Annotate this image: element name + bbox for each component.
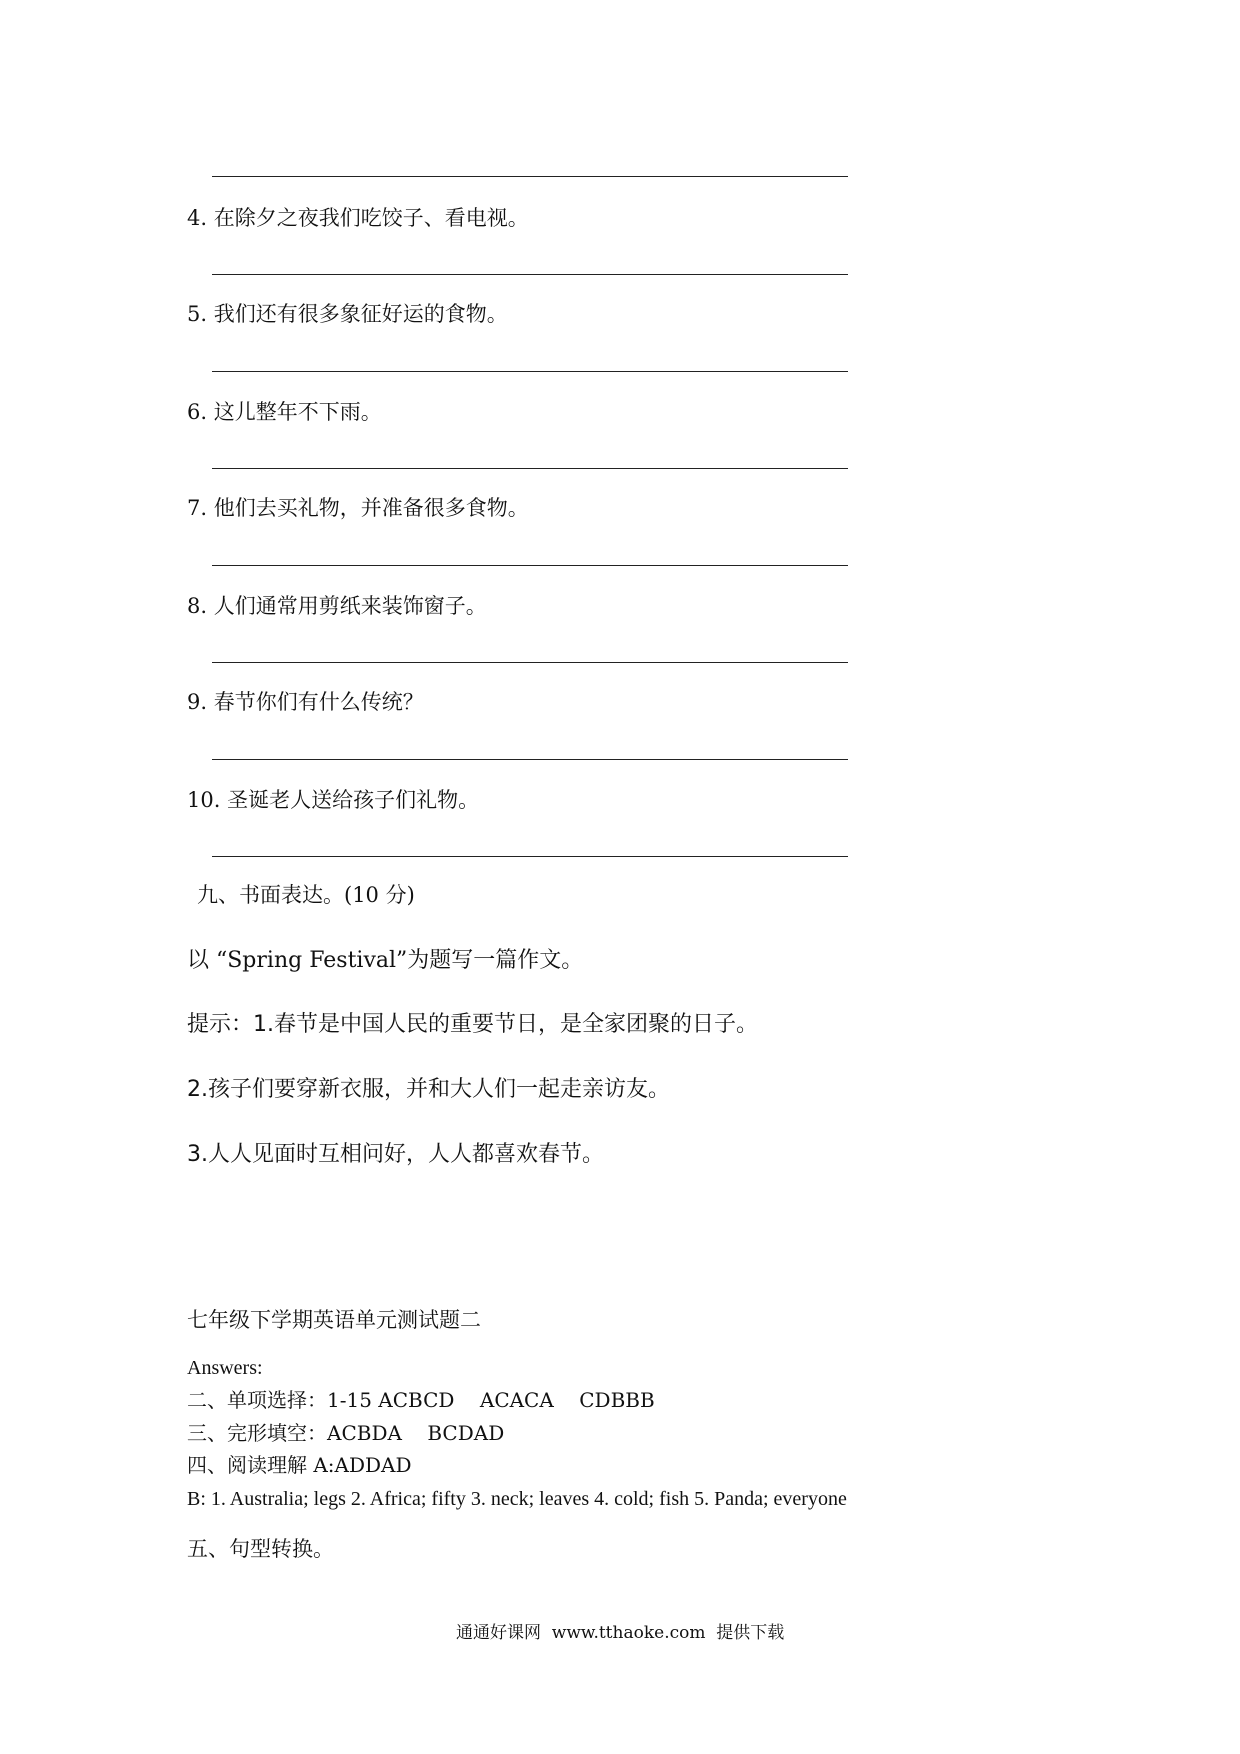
answer-line-5[interactable] — [212, 371, 848, 372]
answer-line-single-choice: 二、单项选择：1-15 ACBCD ACACA CDBBB — [187, 1388, 655, 1412]
translation-item-8: 8. 人们通常用剪纸来装饰窗子。 — [187, 594, 487, 618]
answer-line-4[interactable] — [212, 274, 848, 275]
translation-item-9: 9. 春节你们有什么传统？ — [187, 690, 424, 714]
answer-line-8[interactable] — [212, 662, 848, 663]
answer-line-3[interactable] — [212, 176, 848, 177]
essay-hint-3: 3.人人见面时互相问好，人人都喜欢春节。 — [187, 1142, 604, 1167]
translation-item-6: 6. 这儿整年不下雨。 — [187, 400, 382, 424]
essay-hint-2: 2.孩子们要穿新衣服，并和大人们一起走亲访友。 — [187, 1077, 670, 1102]
translation-item-5: 5. 我们还有很多象征好运的食物。 — [187, 302, 508, 326]
translation-item-4: 4. 在除夕之夜我们吃饺子、看电视。 — [187, 206, 529, 230]
essay-hint-1: 提示：1.春节是中国人民的重要节日，是全家团聚的日子。 — [187, 1012, 758, 1037]
answer-line-cloze: 三、完形填空：ACBDA BCDAD — [187, 1421, 505, 1445]
answer-line-7[interactable] — [212, 565, 848, 566]
essay-prompt: 以 “Spring Festival”为题写一篇作文。 — [187, 948, 584, 973]
answer-key-title: 七年级下学期英语单元测试题二 — [187, 1308, 481, 1332]
translation-item-10: 10. 圣诞老人送给孩子们礼物。 — [187, 788, 480, 812]
answer-line-10[interactable] — [212, 856, 848, 857]
translation-item-7: 7. 他们去买礼物，并准备很多食物。 — [187, 496, 529, 520]
writing-section-heading: 九、书面表达。(10 分) — [197, 883, 415, 907]
answer-line-reading-a: 四、阅读理解 A:ADDAD — [187, 1453, 412, 1477]
answer-line-9[interactable] — [212, 759, 848, 760]
section-five-heading: 五、句型转换。 — [187, 1537, 334, 1561]
footer-download-note: 通通好课网 www.tthaoke.com 提供下载 — [456, 1623, 785, 1643]
answers-label: Answers: — [187, 1357, 263, 1379]
answer-line-6[interactable] — [212, 468, 848, 469]
answer-line-reading-b: B: 1. Australia; legs 2. Africa; fifty 3. neck; leaves 4. cold; fish 5. Panda; everyone — [187, 1488, 847, 1510]
